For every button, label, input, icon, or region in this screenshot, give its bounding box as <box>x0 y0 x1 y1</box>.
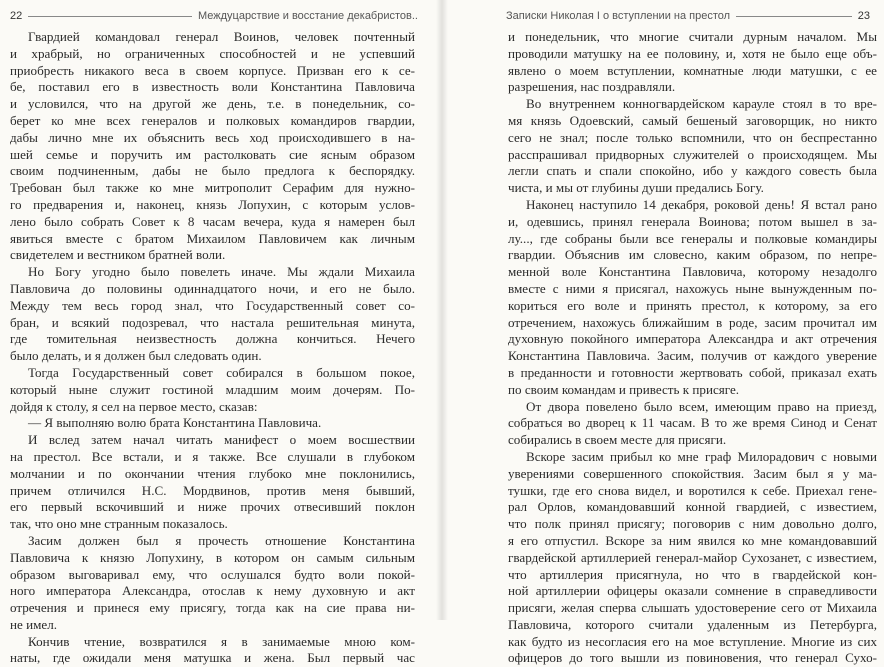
text-line: гвардии. Объяснив им словесно, каким образом, по непре- <box>508 247 877 263</box>
text-line: и условился, что на другой же день, т.е. в понедельник, со- <box>10 96 415 112</box>
left-running-header <box>10 8 418 24</box>
text-line: Гвардией командовал генерал Воинов, человек почтенный <box>28 29 415 44</box>
text-line: бран, и всякий подозревал, что настала решительная минута, <box>10 314 415 330</box>
text-line: на престол. Все встали, и я также. Все слушали в глубоком <box>10 448 415 464</box>
text-line: Павловича, которого считали удаленным из Петербурга, <box>508 616 877 632</box>
text-line: лено было собрать Совет к 8 часам вечера, куда я намерен был <box>10 213 415 229</box>
text-line: Во внутреннем конногвардейском карауле стоял в то вре- <box>526 96 877 112</box>
text-line: и понедельник, что многие считали дурным началом. Мы <box>508 29 877 44</box>
text-line: было делать, и я должен был следовать один. <box>10 348 262 364</box>
text-line: причем отличился Н.С. Мордвинов, против меня бывший, <box>10 482 415 498</box>
text-line: рал Орлов, командовавший конной гвардией, с известием, <box>508 499 877 515</box>
text-line: наты, где ожидали меня матушка и жена. Был первый час <box>10 650 415 666</box>
text-line: по своим командам и привесть к присяге. <box>508 381 740 397</box>
text-line: я его отпустил. Вскоре за ним явился ко мне командовавший <box>508 532 877 548</box>
right-body-text <box>508 29 877 667</box>
text-line: тушки, где его снова видел, и воротился к себе. Приехал гене- <box>508 482 877 498</box>
text-line: дабы лично мне их объяснить весь ход происходившего в на- <box>10 129 415 145</box>
text-line: в преданности и готовности жертвовать собой, приказал ехать <box>508 364 877 380</box>
text-line: Павловича до половины одиннадцатого ночи, и его не было. <box>10 280 415 296</box>
text-line: его первый вскочивший и ниже прочих отвесивший поклон <box>10 499 415 515</box>
text-line: От двора повелено было всем, имеющим право на приезд, <box>526 398 877 414</box>
text-line: вместе с ними я присягал, нахожусь ныне вынужденным по- <box>508 280 877 296</box>
text-line: собраться во дворец к 11 часам. В то же время Синод и Сенат <box>508 415 877 431</box>
text-line: легли спать и спали спокойно, ибо у каждого совесть была <box>508 163 877 179</box>
text-line: ного императора Александра, отослав к нему духовную и акт <box>10 583 415 599</box>
text-line: гвардейской артиллерией генерал-майор Сухозанет, с известием, <box>508 549 877 565</box>
text-line: не имел. <box>10 616 58 632</box>
text-line: Кончив чтение, возвратился я в занимаемые мною ком- <box>28 633 415 649</box>
text-line: Между тем весь город знал, что Государственный совет со- <box>10 297 415 313</box>
text-line: офицеров до того вышли из повиновения, что генерал Сухо- <box>508 650 877 666</box>
right-page <box>442 0 884 666</box>
text-line: явлено о моем вступлении, комнатные люди матушки, с ее <box>508 62 877 78</box>
text-line: присяги, желая сперва слышать удостоверение сего от Михаила <box>508 600 877 616</box>
text-line: И вслед затем начал читать манифест о моем восшествии <box>28 432 415 448</box>
text-line: и, одевшись, принял генерала Воинова; потом вышел в за- <box>508 213 877 229</box>
text-line: кориться его воле и принять престол, к которому, за его <box>508 297 877 313</box>
text-line: проводили матушку на ее половину, и, хотя не было еще объ- <box>508 45 877 61</box>
text-line: что артиллерия присягнула, но что в гвардейской кон- <box>508 566 877 582</box>
text-line: где томительная неизвестность должна кончиться. Нечего <box>10 331 415 347</box>
text-line: образом выговаривал ему, что ослушался будто воли покой- <box>10 566 415 582</box>
text-line: собирались в своем месте для присяги. <box>508 432 727 448</box>
text-line: свидетелем и вестником братней воли. <box>10 247 226 263</box>
text-line: Наконец наступило 14 декабря, роковой день! Я встал рано <box>526 196 877 212</box>
text-line: Вскоре засим прибыл ко мне граф Милорадович с новыми <box>526 448 877 464</box>
text-line: шей семье и поручить им растолковать сие ясным образом <box>10 146 415 162</box>
header-rule <box>28 16 192 17</box>
text-line: Константина Павловича. Засим, получив от каждого уверение <box>508 348 877 364</box>
left-body-text <box>10 29 415 667</box>
text-line: и храбрый, но ограниченных способностей и не успевший <box>10 45 415 61</box>
text-line: духовную покойного императора Александра и акт отречения <box>508 331 877 347</box>
header-rule <box>736 16 852 17</box>
text-line: так, что оно мне странным показалось. <box>10 516 228 532</box>
text-line: что полк принял присягу; поговорив с ним довольно долго, <box>508 516 877 532</box>
text-line: отречением, нахожусь ближайшим в роде, засим прочитал им <box>508 314 877 330</box>
text-line: — Я выполняю волю брата Константина Павловича. <box>28 415 322 431</box>
right-page-number: 23 <box>857 10 870 22</box>
right-running-header <box>506 8 870 24</box>
text-line: Требован был также ко мне митрополит Серафим для нужно- <box>10 180 415 196</box>
text-line: бе, поставил его в известность воли Константина Павловича <box>10 79 415 95</box>
text-line: дойдя к столу, я сел на первое место, сказав: <box>10 398 258 414</box>
text-line: лу..., где собраны были все генералы и полковые командиры <box>508 230 877 246</box>
text-line: Павловича к князю Лопухину, в котором он самым сильным <box>10 549 415 565</box>
text-line: сего не знал; после только вспомнили, что он беспрестанно <box>508 129 877 145</box>
text-line: явиться вместе с братом Михаилом Павловичем как личным <box>10 230 415 246</box>
text-line: го предварения и, наконец, князь Лопухин, с которым услов- <box>10 196 415 212</box>
text-line: расспрашивал придворных служителей о происходящем. Мы <box>508 146 877 162</box>
text-line: Засим должен был я прочесть отношение Константина <box>28 532 415 548</box>
text-line: своим подчиненным, дабы не было предлога к беспорядку. <box>10 163 415 179</box>
text-line: чиста, и мы от глубины души предались Богу. <box>508 180 764 196</box>
text-line: Тогда Государственный совет собирался в большом покое, <box>28 364 415 380</box>
text-line: как будто из несогласия его на мое вступление. Многие из сих <box>508 633 877 649</box>
left-page-number: 22 <box>10 10 23 22</box>
text-line: Но Богу угодно было повелеть иначе. Мы ждали Михаила <box>28 264 415 280</box>
text-line: уверениями совершенного спокойствия. Засим был я у ма- <box>508 465 877 481</box>
text-line: который ныне служит гостиной младшим моим дочерям. По- <box>10 381 415 397</box>
text-line: разрешения, нас поздравляли. <box>508 79 676 95</box>
right-running-head-title: Записки Николая I о вступлении на престол <box>506 10 731 22</box>
text-line: приобресть никакого веса в своем корпусе. Призван его к се- <box>10 62 415 78</box>
text-line: отречения и принеся ему присягу, тогда как на сие права ни- <box>10 600 415 616</box>
left-page <box>0 0 442 666</box>
text-line: менной воле Константина Павловича, которому незадолго <box>508 264 877 280</box>
text-line: берет ко мне всех генералов и полковых командиров гвардии, <box>10 112 415 128</box>
text-line: молчании и по окончании чтения глубоко мне поклонились, <box>10 465 415 481</box>
text-line: мя князь Одоевский, самый бешеный заговорщик, но никто <box>508 112 877 128</box>
text-line: ной артиллерии офицеры оказали сомнение в справедливости <box>508 583 877 599</box>
left-running-head-title: Междуцарствие и восстание декабристов.. <box>197 10 418 22</box>
